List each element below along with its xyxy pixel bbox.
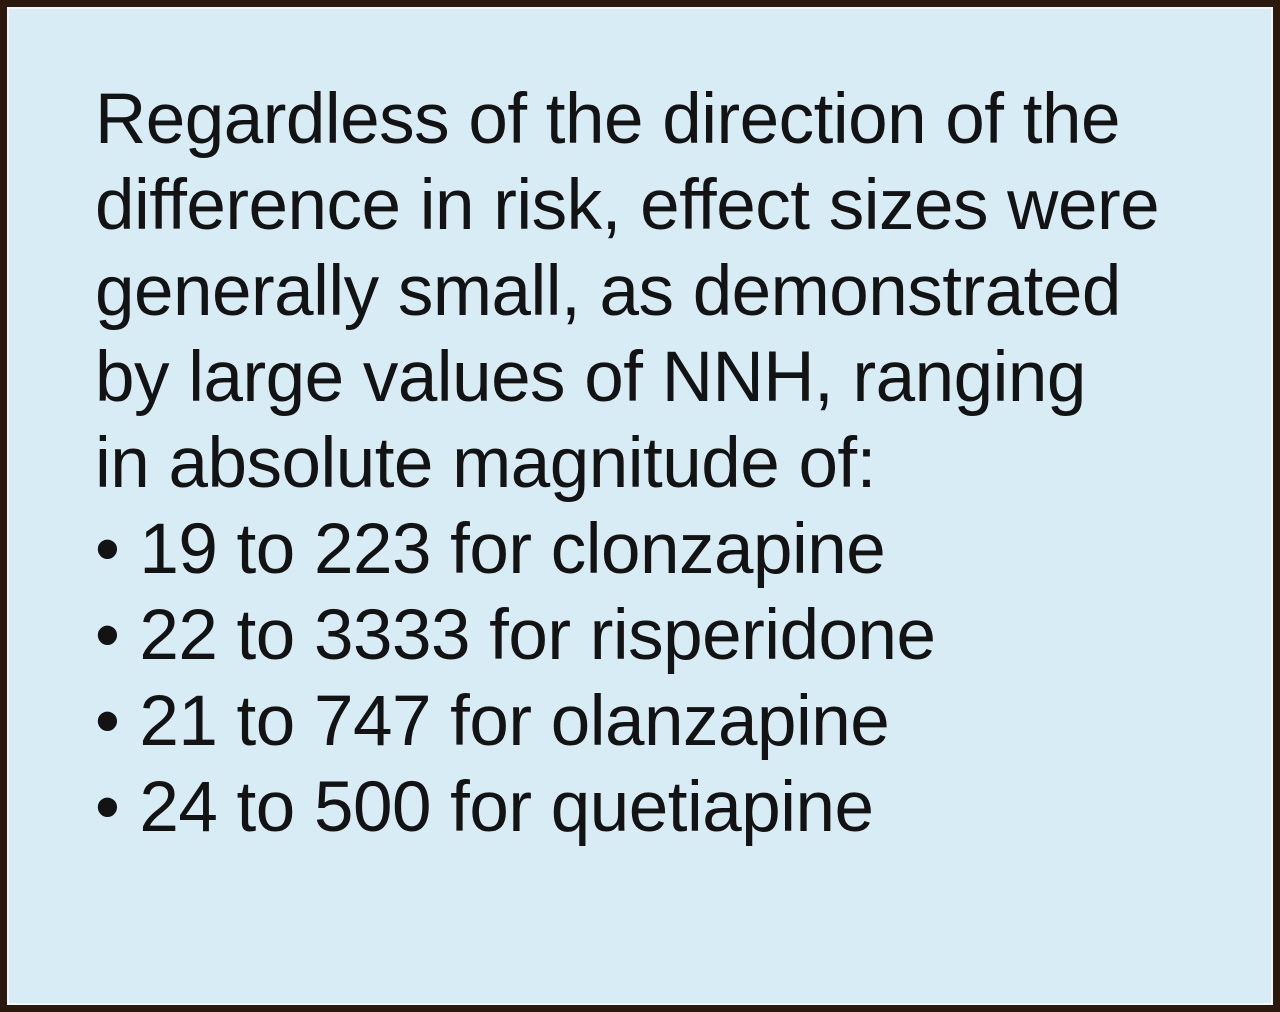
slide-text-block — [7, 7, 1273, 851]
bullet-dot-icon: • — [95, 596, 120, 675]
bullet-dot-icon: • — [95, 768, 120, 847]
bullet-dot-icon: • — [95, 510, 120, 589]
bullet-item — [95, 765, 1243, 851]
bullet-item — [95, 593, 1243, 679]
bullet-item — [95, 507, 1243, 593]
paragraph-line: by large values of NNH, ranging — [95, 338, 1086, 417]
bullet-item-text: 22 to 3333 for risperidone — [139, 596, 936, 675]
paragraph-line: difference in risk, effect sizes were — [95, 166, 1160, 245]
bullet-item-text: 21 to 747 for olanzapine — [139, 682, 890, 761]
bullet-dot-icon: • — [95, 682, 120, 761]
bullet-item — [95, 679, 1243, 765]
paragraph-line: generally small, as demonstrated — [95, 252, 1121, 331]
bullet-item-text: 24 to 500 for quetiapine — [139, 768, 874, 847]
paragraph-line: in absolute magnitude of: — [95, 424, 876, 503]
paragraph-line: Regardless of the direction of the — [95, 80, 1120, 159]
bullet-item-text: 19 to 223 for clonzapine — [139, 510, 886, 589]
